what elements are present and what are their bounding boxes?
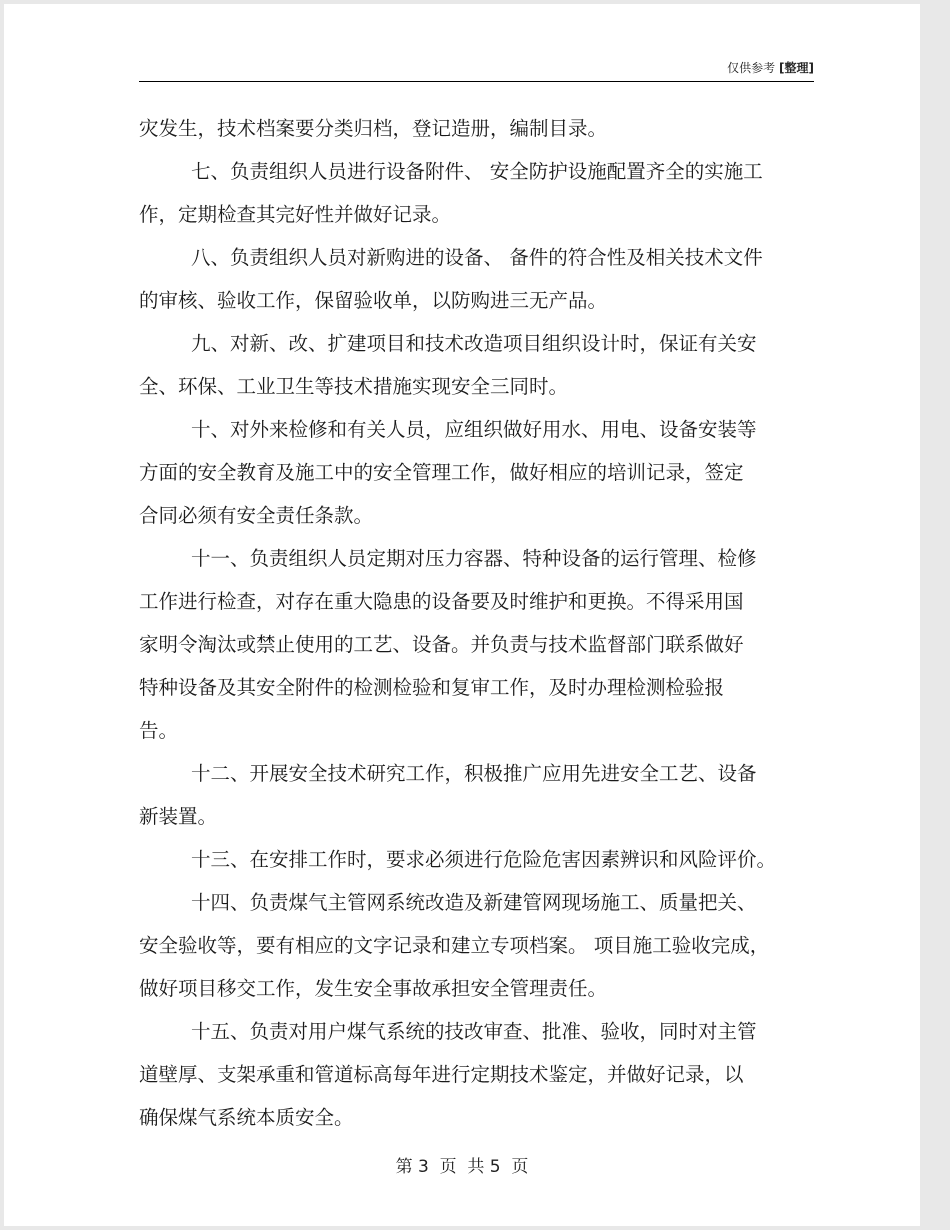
text-line: 合同必须有安全责任条款。 [139,504,374,527]
text-line: 十五、负责对用户煤气系统的技改审查、批准、验收，同时对主管 [191,1020,757,1043]
text-line: 特种设备及其安全附件的检测检验和复审工作，及时办理检测检验报 [139,676,725,699]
document-page [4,4,920,1226]
text-line: 家明令淘汰或禁止使用的工艺、设备。并负责与技术监督部门联系做好 [139,633,744,656]
text-line: 十、对外来检修和有关人员，应组织做好用水、用电、设备安装等 [191,418,757,441]
text-line: 十一、负责组织人员定期对压力容器、特种设备的运行管理、检修 [191,547,757,570]
text-line: 方面的安全教育及施工中的安全管理工作，做好相应的培训记录，签定 [139,461,744,484]
text-line: 道壁厚、支架承重和管道标高每年进行定期技术鉴定，并做好记录，以 [139,1063,744,1086]
header-note [727,59,814,76]
text-line: 九、对新、改、扩建项目和技术改造项目组织设计时，保证有关安 [191,332,757,355]
text-line: 的审核、验收工作，保留验收单，以防购进三无产品。 [139,289,608,312]
text-line: 十三、在安排工作时，要求必须进行危险危害因素辨识和风险评价。 [191,848,777,871]
text-line: 做好项目移交工作，发生安全事故承担安全管理责任。 [139,977,608,1000]
text-line: 十四、负责煤气主管网系统改造及新建管网现场施工、质量把关、 [191,891,757,914]
text-line: 工作进行检查，对存在重大隐患的设备要及时维护和更换。不得采用国 [139,590,744,613]
text-line: 灾发生，技术档案要分类归档，登记造册，编制目录。 [139,117,608,140]
text-line: 作，定期检查其完好性并做好记录。 [139,203,452,226]
text-line: 八、负责组织人员对新购进的设备、 备件的符合性及相关技术文件 [191,246,763,269]
text-line: 确保煤气系统本质安全。 [139,1106,354,1129]
document-body [139,107,799,1139]
header-label: 仅供参考 [727,61,776,75]
page-header [139,57,814,82]
page-footer: 第 3 页 共 5 页 [395,1157,529,1177]
header-bracket-label: [整理] [779,61,814,75]
text-line: 安全验收等，要有相应的文字记录和建立专项档案。 项目施工验收完成， [139,934,770,957]
text-line: 十二、开展安全技术研究工作，积极推广应用先进安全工艺、设备 [191,762,757,785]
text-line: 新装置。 [139,805,218,828]
text-line: 告。 [139,719,179,742]
text-line: 全、环保、工业卫生等技术措施实现安全三同时。 [139,375,569,398]
text-line: 七、负责组织人员进行设备附件、 安全防护设施配置齐全的实施工 [191,160,763,183]
